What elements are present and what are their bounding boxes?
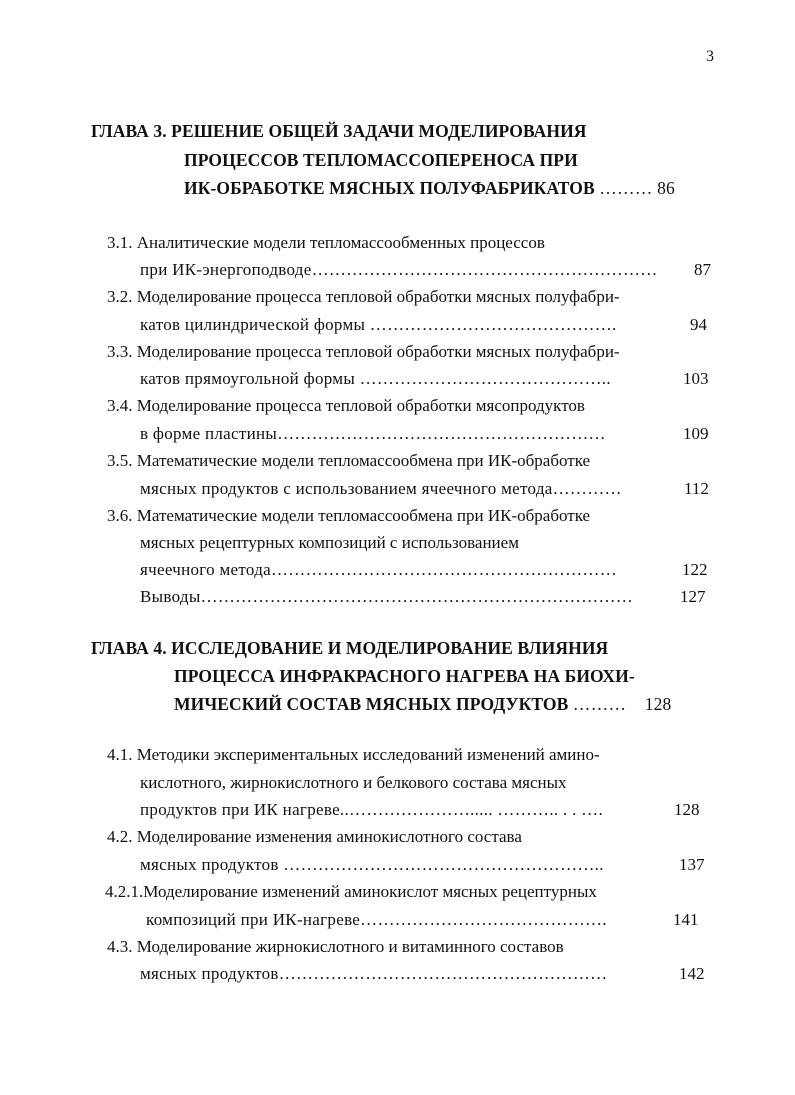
toc-entry-4-1-line-3: продуктов при ИК нагреве..…………………..... ……….. . . ….: [140, 800, 604, 819]
toc-entry-3-3-page: 103: [683, 369, 709, 388]
toc-entry-4-2-1-page: 141: [673, 910, 699, 929]
toc-entry-3-2-line-2: катов цилиндрической формы …………………………………….: [140, 315, 617, 334]
toc-entry-4-2-page: 137: [679, 855, 705, 874]
toc-entry-4-1-line-2: кислотного, жирнокислотного и белкового состава мясных: [140, 773, 567, 792]
toc-entry-4-2-line-2: мясных продуктов ………………………………………………..: [140, 855, 604, 874]
leader-dots: ………: [599, 178, 653, 198]
toc-entry-4-2-line-1: 4.2. Моделирование изменения аминокислотного состава: [107, 827, 522, 846]
toc-entry-3-4-line-1: 3.4. Моделирование процесса тепловой обработки мясопродуктов: [107, 396, 585, 415]
chapter-3-title-line-3: [184, 178, 675, 198]
toc-entry-4-3-line-2: мясных продуктов…………………………………………………: [140, 964, 608, 983]
chapter-4-title-line-3: [174, 694, 671, 714]
toc-entry-3-1-line-2: при ИК-энергоподводе……………………………………………………: [140, 260, 658, 279]
toc-entry-3-6-line-3: ячеечного метода……………………………………………………: [140, 560, 617, 579]
toc-entry-4-1-line-1: 4.1. Методики экспериментальных исследований изменений амино-: [107, 745, 600, 764]
toc-entry-3-2-page: 94: [690, 315, 707, 334]
leader-dots: ………: [572, 694, 627, 714]
toc-entry-3-4-page: 109: [683, 424, 709, 443]
toc-entry-3-6-page: 122: [682, 560, 708, 579]
chapter-3-title-line-1: ГЛАВА 3. РЕШЕНИЕ ОБЩЕЙ ЗАДАЧИ МОДЕЛИРОВАНИЯ: [91, 121, 587, 141]
toc-entry-3-3-line-1: 3.3. Моделирование процесса тепловой обработки мясных полуфабри-: [107, 342, 620, 361]
chapter-4-title-line-2: ПРОЦЕССА ИНФРАКРАСНОГО НАГРЕВА НА БИОХИ-: [174, 666, 635, 686]
chapter-4-page: 128: [644, 694, 672, 714]
toc-entry-3-5-line-1: 3.5. Математические модели тепломассообмена при ИК-обработке: [107, 451, 591, 470]
toc-entry-conclusions-page: 127: [680, 587, 706, 606]
toc-entry-4-2-1-line-1: 4.2.1.Моделирование изменений аминокислот мясных рецептурных: [105, 882, 597, 901]
toc-entry-3-1-page: 87: [694, 260, 711, 279]
toc-entry-3-1-line-1: 3.1. Аналитические модели тепломассообменных процессов: [107, 233, 545, 252]
toc-entry-4-3-line-1: 4.3. Моделирование жирнокислотного и витаминного составов: [107, 937, 564, 956]
chapter-3-page: 86: [657, 178, 675, 198]
toc-entry-3-2-line-1: 3.2. Моделирование процесса тепловой обработки мясных полуфабри-: [107, 287, 620, 306]
toc-entry-4-3-page: 142: [679, 964, 705, 983]
chapter-4-title-text: МИЧЕСКИЙ СОСТАВ МЯСНЫХ ПРОДУКТОВ: [174, 694, 569, 714]
toc-entry-4-1-page: 128: [674, 800, 700, 819]
toc-entry-4-2-1-line-2: композиций при ИК-нагреве…………………………………….: [146, 910, 607, 929]
chapter-4-title-line-1: ГЛАВА 4. ИССЛЕДОВАНИЕ И МОДЕЛИРОВАНИЕ ВЛИЯНИЯ: [91, 638, 609, 658]
toc-entry-3-6-line-1: 3.6. Математические модели тепломассообмена при ИК-обработке: [107, 506, 591, 525]
chapter-3-title-text: ИК-ОБРАБОТКЕ МЯСНЫХ ПОЛУФАБРИКАТОВ: [184, 178, 595, 198]
toc-entry-3-6-line-2: мясных рецептурных композиций с использованием: [140, 533, 519, 552]
toc-entry-conclusions: Выводы…………………………………………………………………: [140, 587, 634, 606]
toc-entry-3-5-page: 112: [684, 479, 709, 498]
toc-entry-3-4-line-2: в форме пластины…………………………………………………: [140, 424, 606, 443]
toc-entry-3-5-line-2: мясных продуктов с использованием ячеечного метода…………: [140, 479, 622, 498]
toc-entry-3-3-line-2: катов прямоугольной формы ……………………………………..: [140, 369, 611, 388]
chapter-3-title-line-2: ПРОЦЕССОВ ТЕПЛОМАССОПЕРЕНОСА ПРИ: [184, 150, 578, 170]
page-number: 3: [706, 48, 714, 65]
